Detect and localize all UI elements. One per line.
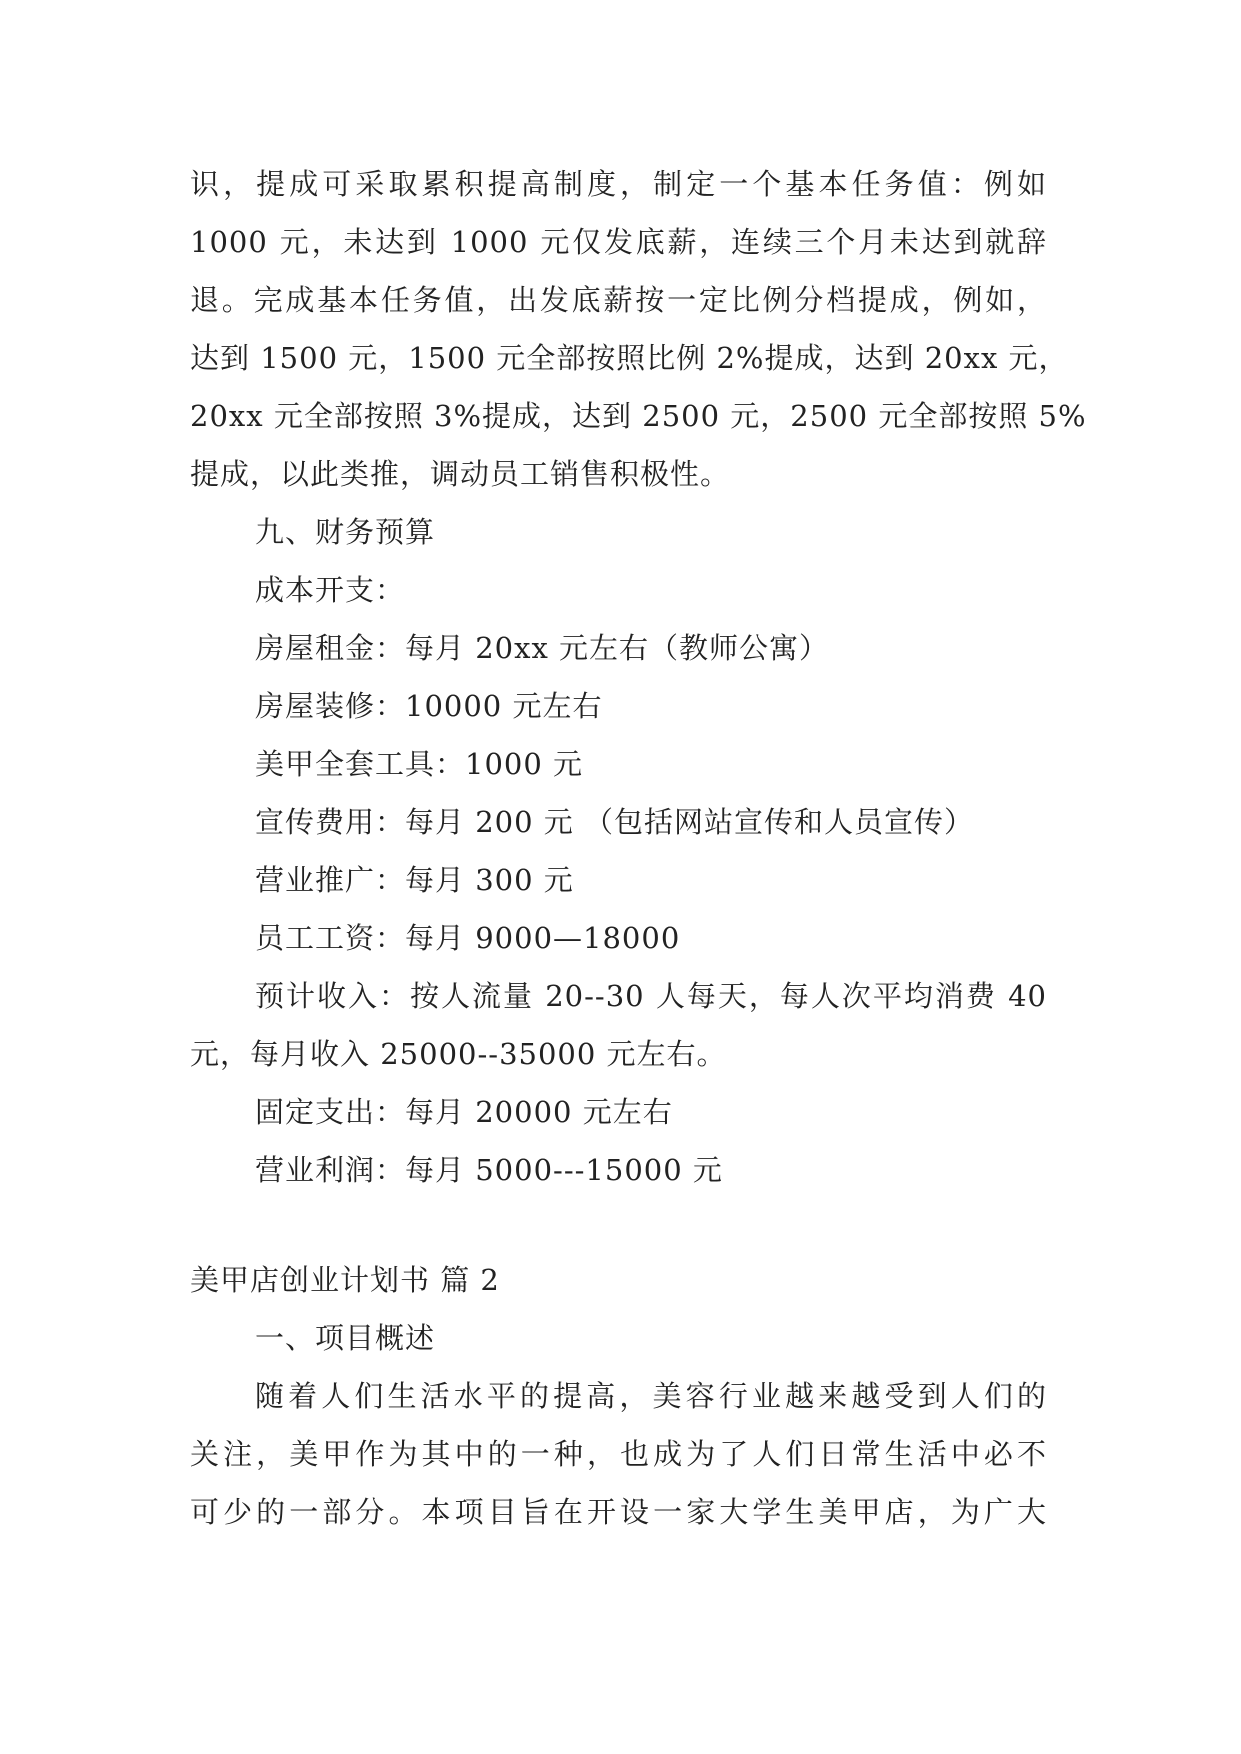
fixed-expense: 固定支出：每月 20000 元左右 [255, 1095, 673, 1129]
cost-item: 员工工资：每月 9000—18000 [255, 921, 681, 955]
cost-item: 营业推广：每月 300 元 [255, 863, 574, 897]
paragraph-line: 提成，以此类推，调动员工销售积极性。 [190, 457, 731, 491]
section-heading-finance: 九、财务预算 [255, 515, 436, 549]
part-title: 美甲店创业计划书 篇 2 [190, 1263, 500, 1297]
cost-item: 宣传费用：每月 200 元 （包括网站宣传和人员宣传） [255, 805, 975, 839]
section-heading-overview: 一、项目概述 [255, 1321, 436, 1355]
operating-profit: 营业利润：每月 5000---15000 元 [255, 1153, 723, 1187]
cost-label: 成本开支： [255, 573, 406, 607]
cost-item: 美甲全套工具：1000 元 [255, 747, 584, 781]
paragraph-line: 1000 元，未达到 1000 元仅发底薪，连续三个月未达到就辞 [190, 225, 1047, 259]
paragraph-line: 退。完成基本任务值，出发底薪按一定比例分档提成，例如， [190, 283, 1047, 317]
income-line: 元，每月收入 25000--35000 元左右。 [190, 1037, 727, 1071]
paragraph-line: 随着人们生活水平的提高，美容行业越来越受到人们的 [255, 1379, 1047, 1413]
paragraph-line: 20xx 元全部按照 3%提成，达到 2500 元，2500 元全部按照 5% [190, 399, 1087, 433]
paragraph-line: 达到 1500 元，1500 元全部按照比例 2%提成，达到 20xx 元， [190, 341, 1069, 375]
paragraph-line: 识，提成可采取累积提高制度，制定一个基本任务值：例如 [190, 167, 1047, 201]
cost-item: 房屋租金：每月 20xx 元左右（教师公寓） [255, 631, 830, 665]
cost-item: 房屋装修：10000 元左右 [255, 689, 603, 723]
income-line: 预计收入：按人流量 20--30 人每天，每人次平均消费 40 [255, 979, 1047, 1013]
paragraph-line: 关注，美甲作为其中的一种，也成为了人们日常生活中必不 [190, 1437, 1047, 1471]
paragraph-line: 可少的一部分。本项目旨在开设一家大学生美甲店，为广大 [190, 1495, 1047, 1529]
